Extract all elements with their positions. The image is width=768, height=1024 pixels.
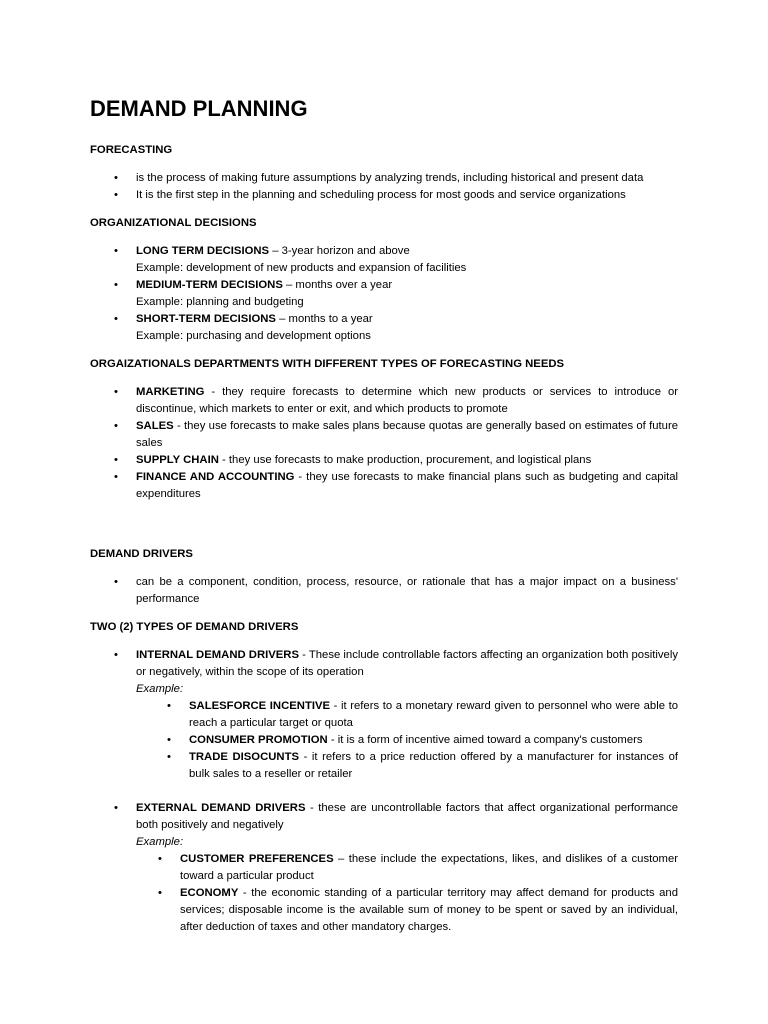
term: SALES xyxy=(136,420,174,432)
term: SALESFORCE INCENTIVE xyxy=(189,700,331,712)
list-item xyxy=(189,698,678,732)
example-label: Example: xyxy=(136,836,184,848)
description: - These include controllable factors affecting an organization both positively or negatively, within the scope of its operation xyxy=(136,649,678,678)
demand-drivers-list xyxy=(90,574,678,608)
description: - they use forecasts to make financial plans such as budgeting and capital expenditures xyxy=(136,471,679,500)
description: – 3-year horizon and above xyxy=(269,245,410,257)
list-item xyxy=(189,732,678,749)
list-item xyxy=(136,469,678,503)
description: - the economic standing of a particular territory may affect demand for products and services; disposable income is the available sum of money to be spent or saved by an individual, after deduction of taxes and other mandatory charges. xyxy=(180,887,678,933)
list-item xyxy=(136,418,678,452)
departments-list xyxy=(90,384,678,503)
list-item xyxy=(136,311,678,345)
description: - it refers to a price reduction offered by a manufacturer for instances of bulk sales to a reseller or retailer xyxy=(189,751,678,780)
types-list xyxy=(90,647,678,681)
example-label: Example: xyxy=(136,683,184,695)
list-item: • can be a component, condition, process, resource, or rationale that has a major impact on a business' performance xyxy=(136,574,678,608)
term: CUSTOMER PREFERENCES xyxy=(180,853,334,865)
term: SUPPLY CHAIN xyxy=(136,454,219,466)
list-item xyxy=(180,851,678,885)
term: CONSUMER PROMOTION xyxy=(189,734,328,746)
description: - it is a form of incentive aimed toward a company's customers xyxy=(327,734,643,746)
internal-examples-list xyxy=(90,698,678,783)
term: LONG TERM DECISIONS xyxy=(136,245,270,257)
description: – months over a year xyxy=(282,279,393,291)
description: - they use forecasts to make sales plans because quotas are generally based on estimates of future sales xyxy=(136,420,678,449)
term: MARKETING xyxy=(136,386,205,398)
demand-drivers-heading: DEMAND DRIVERS xyxy=(90,548,193,560)
term: FINANCE AND ACCOUNTING xyxy=(136,471,295,483)
internal-drivers-item xyxy=(136,647,678,681)
list-item xyxy=(136,384,678,418)
description: - they require forecasts to determine which new products or services to introduce or discontinue, which markets to enter or exit, and which products to promote xyxy=(136,386,678,415)
external-examples-list xyxy=(90,851,678,936)
description: - these are uncontrollable factors that affect organizational performance both positively and negatively xyxy=(136,802,678,831)
departments-heading: ORGAIZATIONALS DEPARTMENTS WITH DIFFERENT TYPES OF FORECASTING NEEDS xyxy=(90,358,565,370)
term: MEDIUM-TERM DECISIONS xyxy=(136,279,283,291)
term: INTERNAL DEMAND DRIVERS xyxy=(136,649,299,661)
forecasting-list xyxy=(90,170,678,204)
term: ECONOMY xyxy=(180,887,239,899)
example-text: Example: purchasing and development options xyxy=(136,330,371,342)
page-title: DEMAND PLANNING xyxy=(90,96,308,121)
external-drivers-item xyxy=(136,800,678,834)
description: – these include the expectations, likes, and dislikes of a customer toward a particular product xyxy=(180,853,678,882)
list-item xyxy=(189,749,678,783)
example-text: Example: development of new products and expansion of facilities xyxy=(136,262,467,274)
list-item: • is the process of making future assumptions by analyzing trends, including historical and present data xyxy=(136,170,678,187)
list-item xyxy=(136,452,678,469)
list-item: • It is the first step in the planning and scheduling process for most goods and service organizations xyxy=(136,187,678,204)
org-decisions-heading: ORGANIZATIONAL DECISIONS xyxy=(90,217,257,229)
description: - they use forecasts to make production, procurement, and logistical plans xyxy=(218,454,592,466)
list-item xyxy=(136,243,678,277)
types-list-external xyxy=(90,800,678,834)
description: - it refers to a monetary reward given to personnel who were able to reach a particular target or quota xyxy=(189,700,678,729)
description: – months to a year xyxy=(275,313,373,325)
org-decisions-list xyxy=(90,243,678,345)
list-item xyxy=(136,277,678,311)
types-heading: TWO (2) TYPES OF DEMAND DRIVERS xyxy=(90,621,299,633)
example-text: Example: planning and budgeting xyxy=(136,296,304,308)
term: TRADE DISOCUNTS xyxy=(189,751,300,763)
forecasting-heading: FORECASTING xyxy=(90,144,173,156)
term: SHORT-TERM DECISIONS xyxy=(136,313,276,325)
list-item xyxy=(180,885,678,936)
term: EXTERNAL DEMAND DRIVERS xyxy=(136,802,306,814)
